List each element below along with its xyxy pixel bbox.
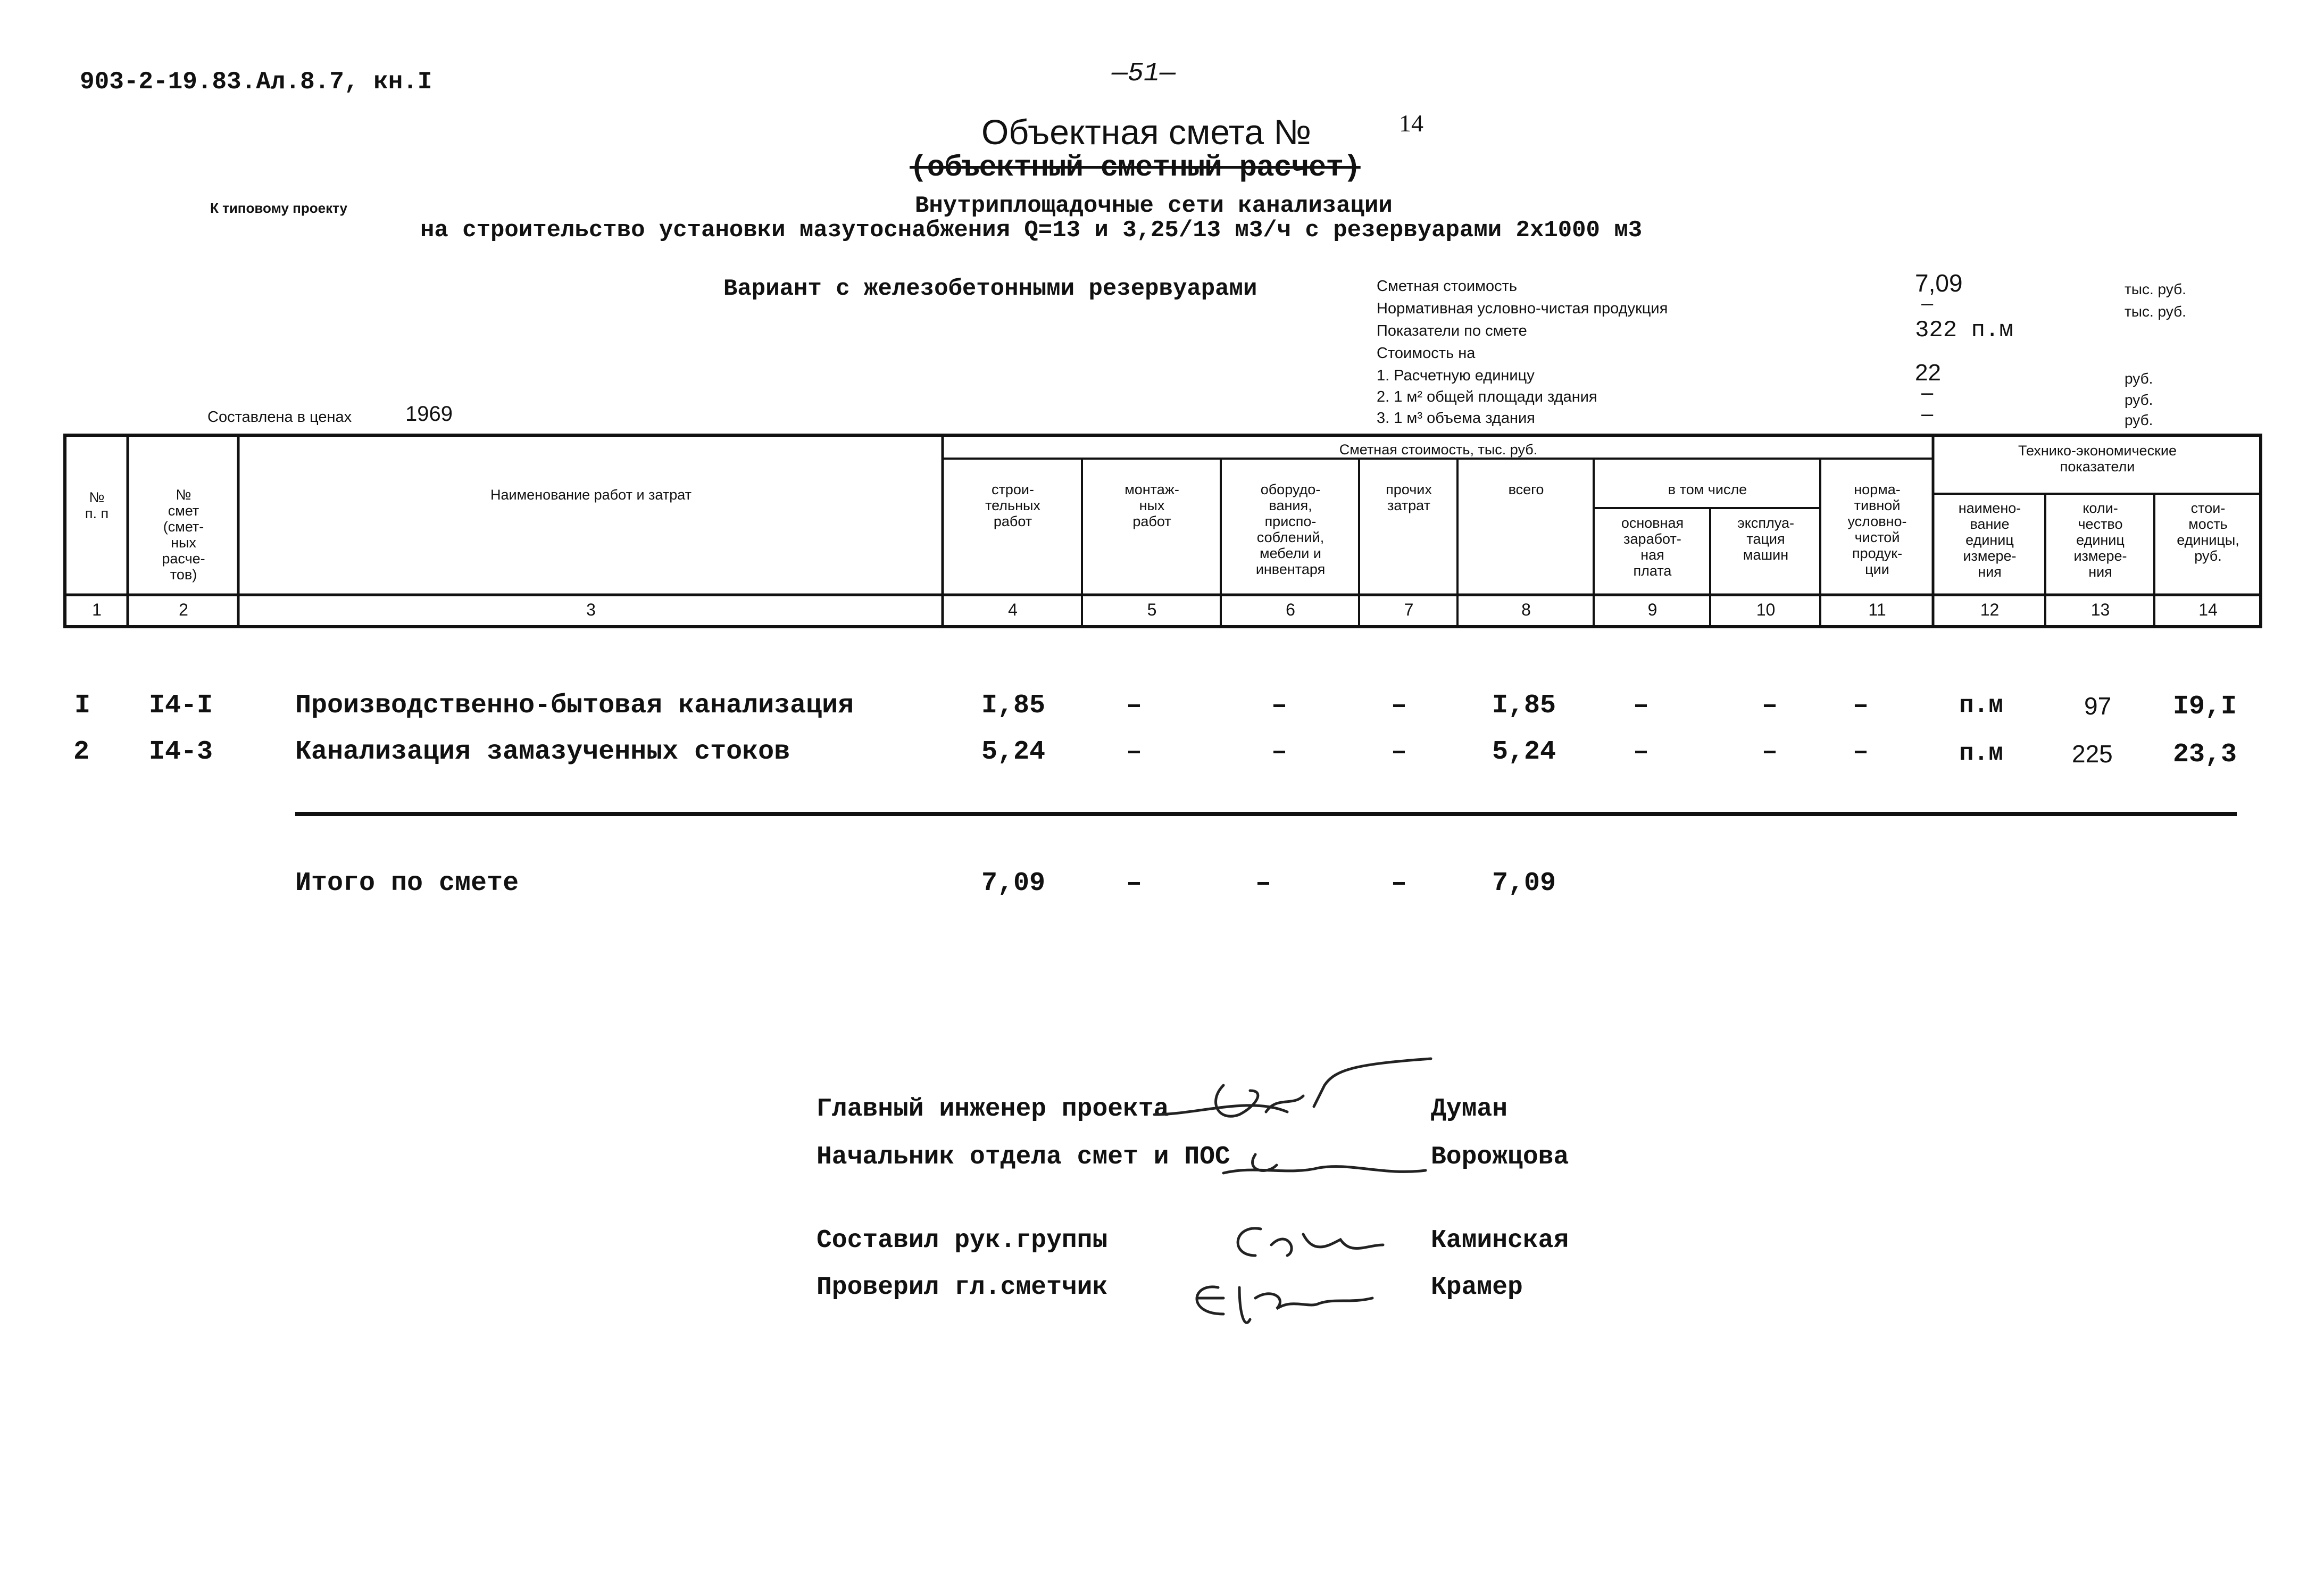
header-machines: эксплуа- тация машин: [1737, 515, 1794, 563]
row-wages: –: [1633, 691, 1650, 721]
typical-project-label: К типовому проекту: [210, 200, 347, 216]
row-unit-qty: 97: [2084, 692, 2112, 720]
signature-name: Каминская: [1431, 1226, 1569, 1255]
row-name: Канализация замазученных стоков: [295, 737, 790, 767]
header-wages: основная заработ- ная плата: [1621, 515, 1684, 579]
summary-unit: руб.: [2125, 392, 2153, 408]
row-total: 5,24: [1492, 737, 1556, 767]
header-unit-qty: коли- чество единиц измере- ния: [2073, 500, 2127, 580]
summary-value: 22: [1915, 360, 1941, 386]
signature-scribble: [1197, 1287, 1372, 1323]
header-tech-group: Технико-экономические показатели: [2018, 443, 2177, 475]
signature-role: Начальник отдела смет и ПОС: [817, 1143, 1230, 1171]
summary-label: Показатели по смете: [1377, 322, 1527, 339]
subtitle-overstruck: (объектный сметный расчет): [910, 151, 1361, 185]
total-other: –: [1391, 868, 1407, 899]
document-code: 903-2-19.83.Ал.8.7, кн.I: [80, 68, 432, 96]
row-unit-qty: 225: [2072, 740, 2113, 768]
column-number: 7: [1404, 600, 1414, 619]
column-number: 10: [1756, 600, 1776, 619]
header-equipment: оборудо- вания, приспо- соблений, мебели и инвентаря: [1255, 481, 1326, 577]
column-number: 5: [1147, 600, 1157, 619]
signature-scribble: [1154, 1059, 1431, 1116]
object-name: Внутриплощадочные сети канализации: [915, 193, 1393, 219]
summary-value: 7,09: [1915, 269, 1963, 297]
estimate-number: 14: [1399, 110, 1423, 137]
header-construction: строи- тельных работ: [985, 481, 1040, 529]
header-normative-product: норма- тивной условно- чистой продук- ции: [1847, 481, 1907, 577]
row-construction: I,85: [981, 691, 1046, 721]
signature-role: Главный инженер проекта: [817, 1095, 1169, 1124]
row-unit-name: п.м: [1959, 739, 2003, 767]
summary-label: Сметная стоимость: [1377, 278, 1517, 295]
column-number: 14: [2198, 600, 2218, 619]
column-number: 2: [179, 600, 188, 619]
signature-name: Ворожцова: [1431, 1143, 1569, 1171]
row-normative-product: –: [1853, 691, 1869, 721]
row-equipment: –: [1271, 691, 1288, 721]
summary-unit: руб.: [2125, 370, 2153, 387]
header-unit-name: наимено- вание единиц измере- ния: [1958, 500, 2021, 580]
project-name: на строительство установки мазутоснабжения Q=13 и 3,25/13 м3/ч с резервуарами 2х1000 м3: [420, 217, 1643, 244]
header-unit-cost: стои- мость единицы, руб.: [2177, 500, 2239, 564]
header-estimate-num: № смет (смет- ных расче- тов): [162, 487, 205, 583]
row-number: I: [74, 691, 91, 721]
summary-unit: тыс. руб.: [2125, 281, 2186, 297]
column-number: 9: [1647, 600, 1657, 619]
signature-name: Крамер: [1431, 1273, 1523, 1302]
summary-label: 1. Расчетную единицу: [1377, 367, 1535, 384]
row-number: 2: [73, 737, 90, 767]
header-total: всего: [1508, 481, 1544, 497]
total-equipment: –: [1255, 868, 1272, 899]
column-number: 11: [1868, 600, 1886, 619]
summary-label: 2. 1 м² общей площади здания: [1377, 388, 1597, 405]
row-installation: –: [1126, 691, 1143, 721]
row-normative-product: –: [1853, 737, 1869, 767]
summary-value: –: [1921, 381, 1934, 404]
row-unit-cost: 23,3: [2173, 739, 2237, 770]
total-label: Итого по смете: [295, 868, 519, 899]
column-number: 13: [2090, 600, 2110, 619]
signature-scribble: [1238, 1228, 1383, 1256]
signature-role: Составил рук.группы: [817, 1226, 1108, 1255]
page-title: Объектная смета №: [981, 112, 1312, 152]
column-number: 1: [92, 600, 102, 619]
column-number: 6: [1286, 600, 1295, 619]
variant-label: Вариант с железобетонными резервуарами: [723, 276, 1257, 302]
summary-label: Нормативная условно-чистая продукция: [1377, 300, 1668, 317]
column-number: 3: [586, 600, 596, 619]
header-other: прочих затрат: [1386, 481, 1432, 513]
total-installation: –: [1126, 868, 1143, 899]
summary-label: Стоимость на: [1377, 345, 1476, 362]
header-installation: монтаж- ных работ: [1124, 481, 1179, 529]
signature-name: Думан: [1431, 1095, 1508, 1124]
summary-value: –: [1921, 402, 1934, 426]
summary-label: 3. 1 м³ объема здания: [1377, 410, 1535, 427]
row-machines: –: [1762, 737, 1778, 767]
column-number: 8: [1521, 600, 1531, 619]
row-other: –: [1391, 737, 1407, 767]
row-total: I,85: [1492, 691, 1556, 721]
header-work-name: Наименование работ и затрат: [490, 487, 692, 503]
row-installation: –: [1126, 737, 1143, 767]
total-sum: 7,09: [1492, 868, 1556, 899]
row-other: –: [1391, 691, 1407, 721]
row-unit-name: п.м: [1959, 692, 2003, 719]
row-equipment: –: [1271, 737, 1288, 767]
row-machines: –: [1762, 691, 1778, 721]
column-number: 12: [1980, 600, 2000, 619]
prices-label: Составлена в ценах: [207, 409, 352, 426]
summary-unit: тыс. руб.: [2125, 303, 2186, 320]
total-construction: 7,09: [981, 868, 1046, 899]
row-unit-cost: I9,I: [2173, 692, 2237, 722]
column-number: 4: [1008, 600, 1018, 619]
prices-year: 1969: [405, 402, 453, 426]
row-code: I4-3: [149, 737, 213, 767]
row-wages: –: [1633, 737, 1650, 767]
summary-unit: руб.: [2125, 412, 2153, 428]
signature-role: Проверил гл.сметчик: [817, 1273, 1108, 1302]
row-name: Производственно-бытовая канализация: [295, 691, 854, 721]
header-num: № п. п: [85, 489, 109, 521]
page-number: —51—: [1112, 59, 1176, 89]
summary-value: –: [1921, 292, 1934, 315]
row-code: I4-I: [149, 691, 213, 721]
signature-scribble: [1223, 1154, 1426, 1173]
summary-value: 322 п.м: [1915, 317, 2013, 344]
header-including: в том числе: [1668, 481, 1747, 497]
row-construction: 5,24: [981, 737, 1046, 767]
header-cost-group: Сметная стоимость, тыс. руб.: [1339, 442, 1538, 458]
